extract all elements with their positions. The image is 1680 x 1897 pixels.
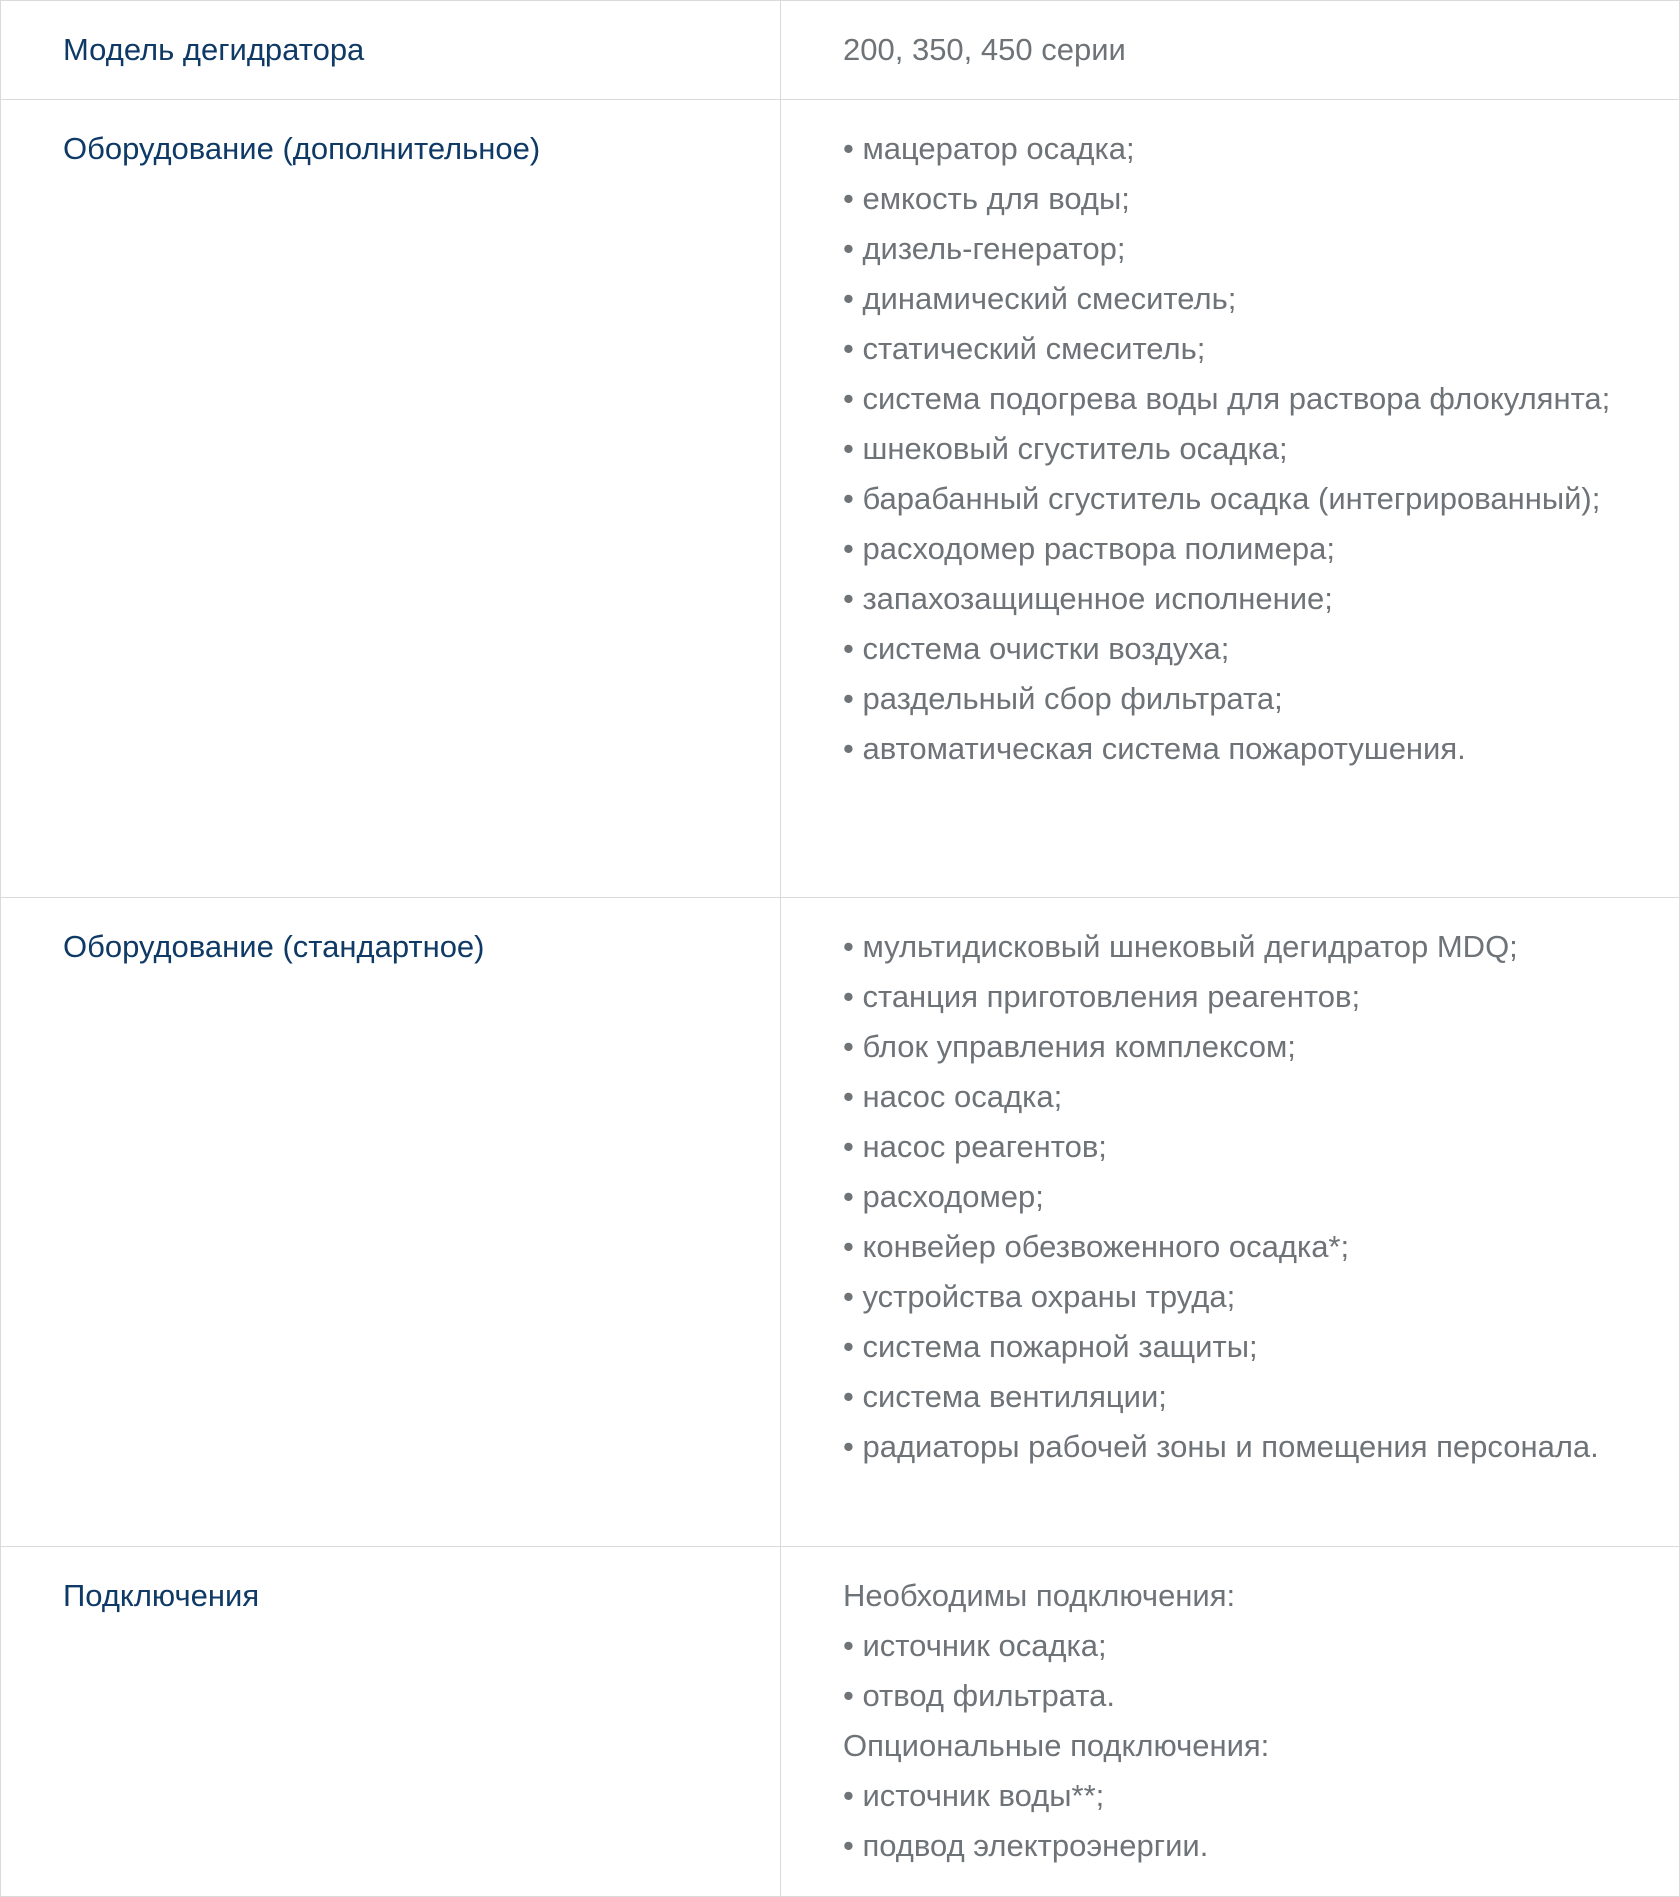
spec-label-cell [1,898,781,1547]
list-heading: Необходимы подключения: [843,1578,1236,1613]
list-item: • конвейер обезвоженного осадка*; [843,1229,1350,1264]
spec-label-cell [1,100,781,898]
spec-value-cell [781,1,1680,100]
spec-label-cell [1,1547,781,1897]
list-item: • источник осадка; [843,1628,1107,1663]
list-item: • подвод электроэнергии. [843,1828,1209,1863]
list-item: • расходомер; [843,1179,1044,1214]
list-item: • отвод фильтрата. [843,1678,1115,1713]
spec-row-model [1,1,1680,100]
list-item: • статический смеситель; [843,331,1206,366]
list-item: • мультидисковый шнековый дегидратор MDQ; [843,929,1518,964]
list-item: • система очистки воздуха; [843,631,1230,666]
list-item: • мацератор осадка; [843,131,1135,166]
spec-value-cell [781,1547,1680,1897]
list-item: • радиаторы рабочей зоны и помещения персонала. [843,1429,1599,1464]
spec-value-cell [781,898,1680,1547]
list-item: • насос реагентов; [843,1129,1107,1164]
list-item: • источник воды**; [843,1778,1105,1813]
list-item: • система пожарной защиты; [843,1329,1258,1364]
spec-value-line: 200, 350, 450 серии [843,32,1126,67]
spec-label-model: Модель дегидратора [63,32,365,67]
spec-value-additional-equipment [781,100,1679,774]
spec-value-model [781,1,1679,75]
spec-row-standard-equipment [1,898,1680,1547]
spec-row-connections [1,1547,1680,1897]
spec-value-cell [781,100,1680,898]
list-item: • шнековый сгуститель осадка; [843,431,1288,466]
spec-label-cell [1,1,781,100]
list-item: • устройства охраны труда; [843,1279,1236,1314]
spec-value-standard-equipment [781,898,1679,1472]
list-item: • динамический смеситель; [843,281,1237,316]
list-item: • система подогрева воды для раствора флокулянта; [843,381,1611,416]
list-item: • раздельный сбор фильтрата; [843,681,1283,716]
list-item: • емкость для воды; [843,181,1130,216]
list-item: • система вентиляции; [843,1379,1167,1414]
list-heading: Опциональные подключения: [843,1728,1270,1763]
spec-value-connections [781,1547,1679,1871]
spec-row-additional-equipment [1,100,1680,898]
list-item: • расходомер раствора полимера; [843,531,1335,566]
list-item: • дизель-генератор; [843,231,1126,266]
list-item: • автоматическая система пожаротушения. [843,731,1466,766]
spec-label-connections: Подключения [63,1578,260,1613]
list-item: • насос осадка; [843,1079,1063,1114]
list-item: • блок управления комплексом; [843,1029,1296,1064]
spec-label-standard-equipment: Оборудование (стандартное) [63,929,485,964]
list-item: • станция приготовления реагентов; [843,979,1361,1014]
list-item: • барабанный сгуститель осадка (интегрированный); [843,481,1601,516]
list-item: • запахозащищенное исполнение; [843,581,1333,616]
spec-label-additional-equipment: Оборудование (дополнительное) [63,131,541,166]
